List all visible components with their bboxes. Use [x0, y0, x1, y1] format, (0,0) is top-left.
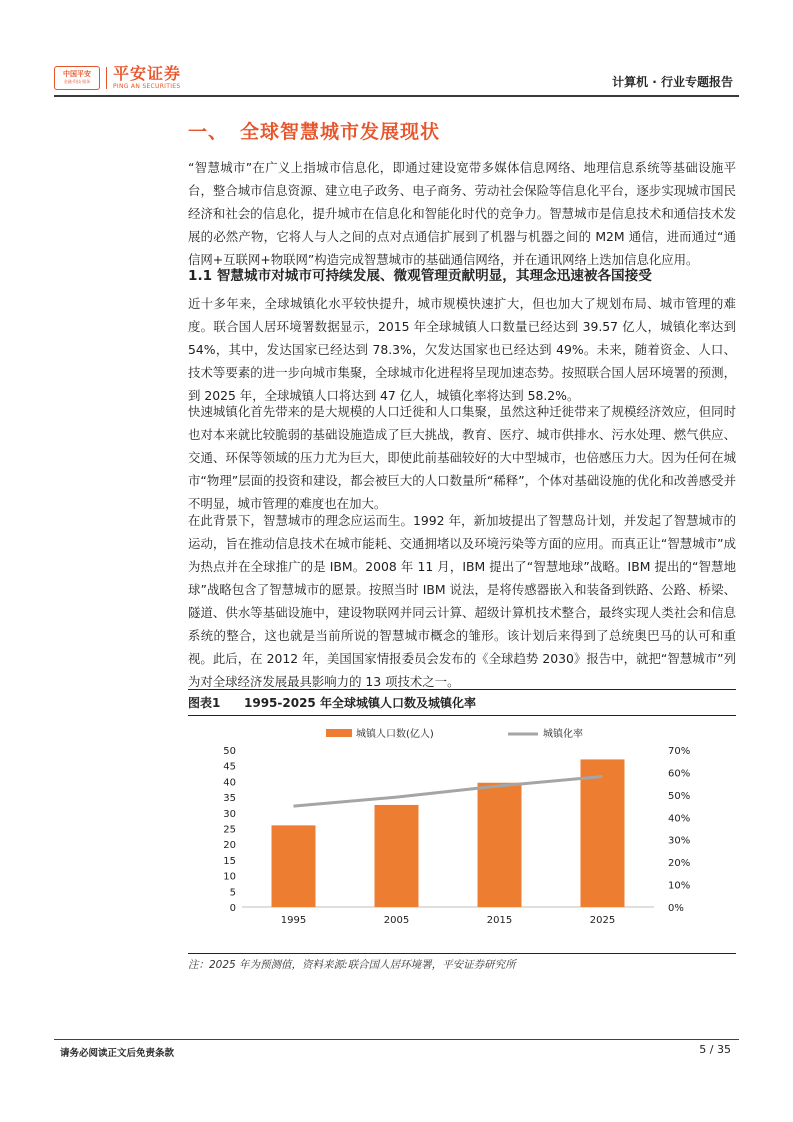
bar-urban-population: [375, 805, 419, 907]
left-axis-tick-label: 10: [223, 871, 236, 883]
figure-rule-top: [188, 689, 736, 690]
left-axis-tick-label: 50: [223, 746, 236, 757]
bar-urban-population: [272, 825, 316, 907]
section-heading: [188, 117, 440, 144]
right-axis-tick-label: 20%: [668, 858, 691, 870]
right-axis-tick-label: 60%: [668, 768, 691, 780]
footer-rule: [54, 1039, 739, 1040]
left-axis-tick-label: 45: [223, 761, 236, 773]
legend-bar-swatch: [326, 729, 352, 737]
right-axis-tick-label: 0%: [668, 903, 684, 914]
x-axis-tick-label: 1995: [280, 915, 307, 926]
left-axis-tick-label: 5: [229, 887, 236, 899]
header-logo: [54, 65, 181, 90]
ping-an-logo-icon: [54, 66, 100, 90]
bar-urban-population: [581, 759, 625, 907]
logo-cn: 平安证券: [113, 64, 182, 83]
left-axis-tick-label: 0: [229, 903, 236, 914]
logo-box-line1: 中国平安: [63, 70, 91, 78]
right-axis-tick-label: 50%: [668, 790, 691, 802]
bar-urban-population: [478, 783, 522, 907]
figure-rule-mid: [188, 715, 736, 716]
logo-text: [113, 65, 181, 90]
logo-box-line2: 金融·科技·服务: [63, 79, 91, 84]
left-axis-tick-label: 30: [223, 808, 236, 820]
footer-disclaimer: 请务必阅读正文后免责条款: [60, 1048, 175, 1059]
paragraph-1: “智慧城市”在广义上指城市信息化，即通过建设宽带多媒体信息网络、地理信息系统等基础设施平台，整合城市信息资源、建立电子政务、电子商务、劳动社会保险等信息化平台，逐步实现城市国民经济和社会的信息化，提升城市在信息化和智能化时代的竞争力。智慧城市是信息技术和通信技术发展的必然产物，它将人与人之间的点对点通信扩展到了机器与机器之间的 M2M 通信，进而通过“通信网+互联网+物联网”构造完成智慧城市的基础通信网络，并在通讯网络上迭加信息化应用。: [188, 160, 736, 267]
page-number: 5 / 35: [699, 1043, 731, 1056]
logo-en: PING AN SECURITIES: [113, 83, 181, 90]
x-axis-tick-label: 2025: [589, 915, 616, 926]
left-axis-tick-label: 20: [223, 840, 236, 852]
figure-title: 1995-2025 年全球城镇人口数及城镇化率: [244, 696, 476, 710]
paragraph-3: 快速城镇化首先带来的是大规模的人口迁徙和人口集聚，虽然这种迁徙带来了规模经济效应，但同时也对本来就比较脆弱的基础设施造成了巨大挑战，教育、医疗、城市供排水、污水处理、燃气供应、交通、环保等领域的压力尤为巨大，即使此前基础较好的大中型城市，也倍感压力大。因为任何在城市“物理”层面的投资和建设，都会被巨大的人口数量所“稀释”，个体对基础设施的优化和改善感受并不明显，城市管理的难度也在加大。: [188, 404, 736, 511]
paragraph-4: 在此背景下，智慧城市的理念应运而生。1992 年，新加坡提出了智慧岛计划，并发起了智慧城市的运动，旨在推动信息技术在城市能耗、交通拥堵以及环境污染等方面的应用。而真正让“智慧城市”成为热点并在全球推广的是 IBM。2008 年 11 月，IBM 提出了“智慧地球”战略。IBM 提出的“智慧地球”战略包含了智慧城市的愿景。按照当时 IBM 说法，是将传感器嵌入和装备到铁路、公路、桥梁、隧道、供水等基础设施中，建设物联网并同云计算、超级计算机技术整合，最终实现人类社会和信息系统的整合，这也就是当前所说的智慧城市概念的雏形。该计划后来得到了总统奥巴马的认可和重视。此后，在 2012 年，美国国家情报委员会发布的《全球趋势 2030》报告中，就把“智慧城市”列为对全球经济发展最具影响力的 13 项技术之一。: [188, 513, 736, 689]
section-number: 一、: [188, 121, 229, 143]
figure-label: 图表1: [188, 696, 221, 710]
right-axis-tick-label: 10%: [668, 880, 691, 892]
right-axis-tick-label: 30%: [668, 835, 691, 847]
right-axis-tick-label: 70%: [668, 746, 691, 757]
legend-bar-label: 城镇人口数(亿人): [356, 729, 434, 740]
report-type: 计算机 · 行业专题报告: [612, 75, 733, 89]
subsection-title: 1.1 智慧城市对城市可持续发展、微观管理贡献明显，其理念迅速被各国接受: [188, 268, 652, 284]
paragraph-2: 近十多年来，全球城镇化水平较快提升，城市规模快速扩大，但也加大了规划布局、城市管理的难度。联合国人居环境署数据显示，2015 年全球城镇人口数量已经达到 39.57 亿人，城镇化率达到 54%，其中，发达国家已经达到 78.3%，欠发达国家也已经达到 49%。未来，随着资金、人口、技术等要素的进一步向城市集聚，全球城市化进程将呈现加速态势。按照联合国人居环境署的预测，到 2025 年，全球城镇人口将达到 47 亿人，城镇化率将达到 58.2%。: [188, 296, 736, 403]
section-title: 全球智慧城市发展现状: [240, 121, 441, 143]
figure-title-row: [188, 694, 476, 711]
left-axis-tick-label: 40: [223, 777, 236, 789]
x-axis-tick-label: 2005: [383, 915, 410, 926]
left-axis-tick-label: 35: [223, 793, 236, 805]
header-rule: [54, 95, 739, 97]
urbanization-chart: [188, 720, 736, 950]
left-axis-tick-label: 15: [223, 855, 236, 867]
line-urbanization-rate: [294, 776, 603, 806]
legend-line-label: 城镇化率: [543, 729, 583, 740]
logo-divider: [106, 67, 107, 89]
figure-rule-bottom: [188, 953, 736, 954]
figure-note: 注：2025 年为预测值，资料来源:联合国人居环境署，平安证券研究所: [188, 959, 516, 971]
x-axis-tick-label: 2015: [486, 915, 513, 926]
left-axis-tick-label: 25: [223, 824, 236, 836]
right-axis-tick-label: 40%: [668, 813, 691, 825]
